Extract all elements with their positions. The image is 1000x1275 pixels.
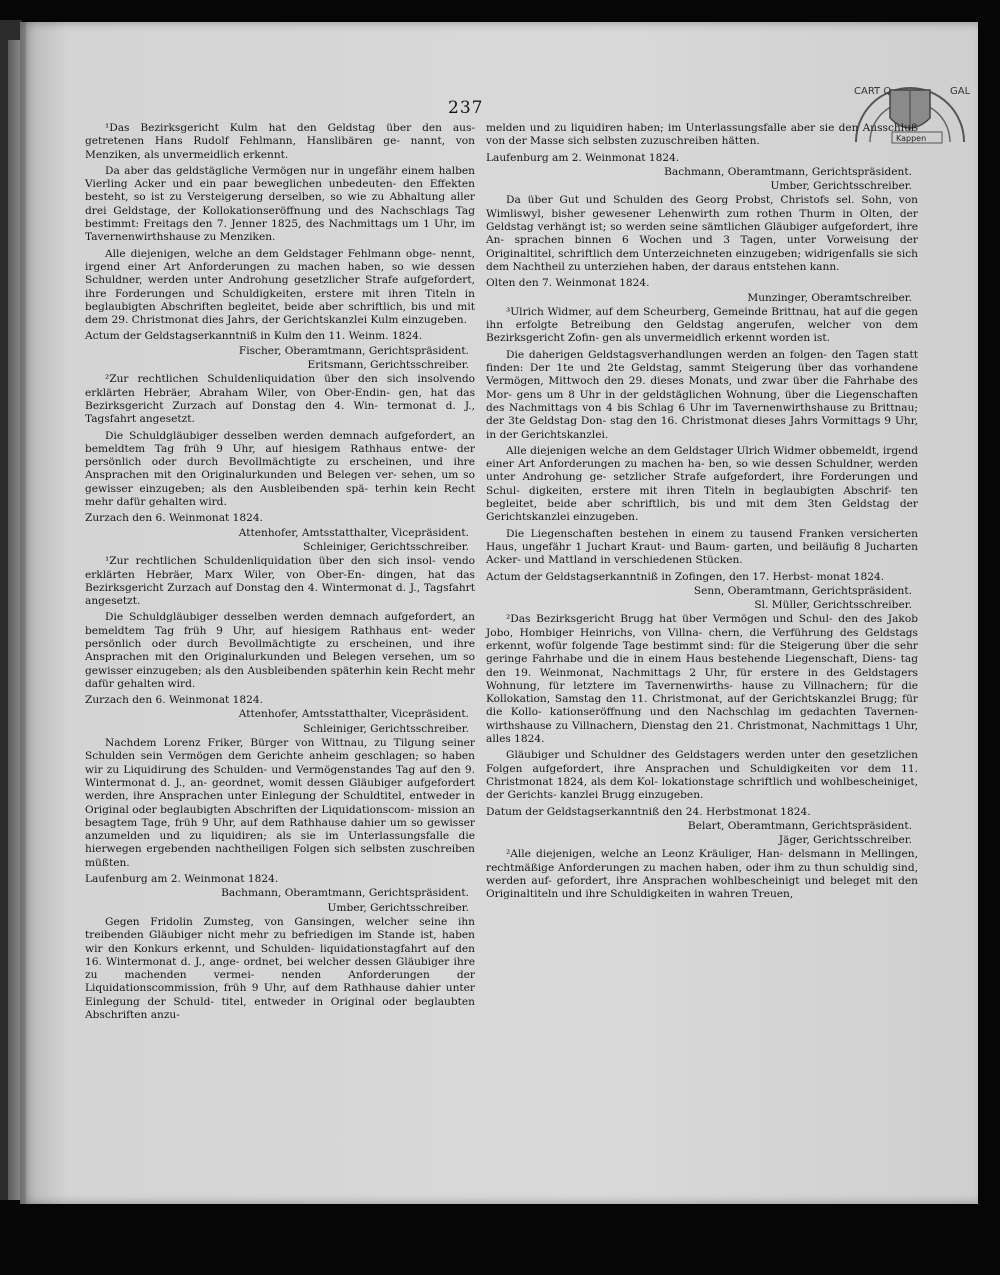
signature-line: Schleiniger, Gerichtsschreiber.: [303, 540, 469, 553]
document-page: [20, 22, 978, 1204]
date-line: Zurzach den 6. Weinmonat 1824.: [85, 694, 264, 707]
date-line: Laufenburg am 2. Weinmonat 1824.: [85, 873, 279, 886]
paragraph: ²Zur rechtlichen Schuldenliquidation über den sich insolvendo erklärten Hebräer, Abraham Wiler, von Ober-Endin- gen, hat das Bezirksgericht Zurzach auf Donstag den 4. Win- termonat d. J., Tagsfahrt angesetzt.: [85, 373, 475, 426]
paragraph: Die Liegenschaften bestehen in einem zu tausend Franken versicherten Haus, ungefähr 1 Juchart Kraut- und Baum- garten, und beiläufig 8 Jucharten Acker- und Mattland in verschiedenen Stücken.: [486, 527, 918, 567]
paragraph: ¹Das Bezirksgericht Kulm hat den Geldstag über den aus- getretenen Hans Rudolf Fehlmann, Hanslibären ge- nannt, von Menziken, als unvermeidlich erkennt.: [85, 122, 475, 161]
right-text-column: [486, 122, 918, 905]
date-line: Laufenburg am 2. Weinmonat 1824.: [486, 151, 680, 164]
paragraph: Die daherigen Geldstagsverhandlungen werden an folgen- den Tagen statt finden: Der 1te und 2te Geldstag, sammt Steigerung über das vorhandene Vermögen, Mittwoch den 29. dieses Monats, und zwar über die Fahrhabe des Mor- gens um 8 Uhr in der geldstäglichen Wohnung, über die Liegenschaften des Nachmittags von 4 bis Schlag 6 Uhr im Tavernenwirthshause zu Brittnau; der 3te Geldstag Don- stag den 16. Christmonat dieses Jahrs Vormittags 9 Uhr, in der Gerichtskanzlei.: [486, 348, 918, 441]
signature-line: Schleiniger, Gerichtsschreiber.: [303, 722, 469, 735]
paragraph: Die Schuldgläubiger desselben werden demnach aufgefordert, an bemeldtem Tag früh 9 Uhr, auf hiesigem Rathhaus ent- weder persönlich oder durch Bevollmächtigte zu erscheinen, und ihre Ansprachen mit den Originalurkunden und Belegen versehen, um so gewisser einzugeben; als den Ausbleibenden späterhin kein Recht mehr dafür gehalten wird.: [85, 611, 475, 690]
paragraph: Gegen Fridolin Zumsteg, von Gansingen, welcher seine ihn treibenden Gläubiger nicht mehr zu befriedigen im Stande ist, haben wir den Konkurs erkennt, und Schulden- liquidationstagfahrt auf den 16. Wintermonat d. J., ange- ordnet, bei welcher dessen Gläubiger ihre zu machenden vermei- nenden Anforderungen der Liquidationscommission, früh 9 Uhr, auf dem Rathhause dahier unter Einlegung der Schuld- titel, entweder in Original oder beglaubten Abschriften anzu-: [85, 915, 475, 1021]
date-line: Olten den 7. Weinmonat 1824.: [486, 277, 650, 290]
paragraph: Die Schuldgläubiger desselben werden demnach aufgefordert, an bemeldtem Tag früh 9 Uhr, auf hiesigem Rathhaus entwe- der persönlich oder durch Bevollmächtigte zu erscheinen, und ihre Ansprachen mit den Originalurkunden und Belegen ver- sehen, um so gewisser einzugeben; als den Ausbleibenden spä- terhin kein Recht mehr dafür gehalten wird.: [85, 429, 475, 509]
date-line: Zurzach den 6. Weinmonat 1824.: [85, 512, 264, 525]
signature-line: Attenhofer, Amtsstatthalter, Vicepräsident.: [238, 526, 469, 539]
signature-line: Sl. Müller, Gerichtsschreiber.: [754, 599, 912, 612]
date-line: Actum der Geldstagserkanntniß in Kulm den 11. Weinm. 1824.: [85, 330, 423, 343]
signature-line: Munzinger, Oberamtschreiber.: [747, 291, 912, 304]
paragraph: ³Ulrich Widmer, auf dem Scheurberg, Gemeinde Brittnau, hat auf die gegen ihn erfolgte Betreibung den Geldstag angerufen, welcher von dem Bezirksgericht Zofin- gen als unvermeidlich erkennt worden ist.: [486, 305, 918, 345]
date-line: Datum der Geldstagserkanntniß den 24. Herbstmonat 1824.: [486, 805, 811, 818]
signature-line: Attenhofer, Amtsstatthalter, Vicepräsident.: [238, 708, 469, 721]
paragraph: melden und zu liquidiren haben; im Unterlassungsfalle aber sie den Ausschluß von der Masse sich selbsten zuzuschreiben hätten.: [486, 122, 918, 148]
paragraph: Alle diejenigen welche an dem Geldstager Ulrich Widmer obbemeldt, irgend einer Art Anforderungen zu machen ha- ben, so wie dessen Schuldner, werden unter Androhung ge- setzlicher Strafe aufgefordert, ihre Forderungen und Schul- digkeiten, erstere mit ihren Titeln in beglaubigten Abschrif- ten begleitet, beide aber schriftlich, bis und mit dem 3ten Geldstag der Gerichtskanzlei einzugeben.: [486, 444, 918, 524]
signature-line: Belart, Oberamtmann, Gerichtspräsident.: [687, 819, 912, 832]
paragraph: ²Alle diejenigen, welche an Leonz Kräuliger, Han- delsmann in Mellingen, rechtmäßige Anforderungen zu machen haben, oder ihm zu thun schuldig sind, werden auf- gefordert, ihre Ansprachen wohlbescheinigt und beleget mit den Originaltiteln und ihre Schuldigkeiten in wahren Treuen,: [486, 848, 918, 901]
signature-line: Eritsmann, Gerichtsschreiber.: [307, 359, 469, 372]
page-gutter-shadow: [20, 22, 26, 1204]
stamp-top-text: CART Q: [854, 86, 892, 97]
page-number: 237: [448, 98, 484, 118]
signature-line: Umber, Gerichtsschreiber.: [327, 901, 469, 914]
signature-line: Senn, Oberamtmann, Gerichtspräsident.: [693, 584, 912, 597]
signature-line: Bachmann, Oberamtmann, Gerichtspräsident.: [221, 887, 469, 900]
paragraph: Da über Gut und Schulden des Georg Probst, Christofs sel. Sohn, von Wimliswyl, bisher gewesener Lehenwirth zum rothen Thurm in Olten, der Geldstag verhängt ist; so werden seine sämtlichen Gläubiger aufgefordert, ihre An- sprachen binnen 6 Wochen und 3 Tagen, unter Vorweisung der Originaltitel, schriftlich dem Unterzeichneten einzugeben; widrigenfalls sie sich dem Nachtheil zu unterziehen haben, der daraus entstehen kann.: [486, 194, 918, 273]
signature-line: Bachmann, Oberamtmann, Gerichtspräsident.: [664, 165, 912, 178]
paragraph: Alle diejenigen, welche an dem Geldstager Fehlmann obge- nennt, irgend einer Art Anforderungen zu machen haben, so wie dessen Schuldner, werden unter Androhung gesetzlicher Strafe aufgefordert, ihre Forderungen und Schuldigkeiten, erstere mit ihren Titeln in beglaubigten Abschriften begleitet, beide aber schriftlich, bis und mit dem 29. Christmonat dies Jahrs, der Gerichtskanzlei Kulm einzugeben.: [85, 247, 475, 327]
paragraph: Nachdem Lorenz Friker, Bürger von Wittnau, zu Tilgung seiner Schulden sein Vermögen dem Gerichte anheim geschlagen; so haben wir zu Liquidirung des Schulden- und Vermögenstandes Tag auf den 9. Wintermonat d. J., an- geordnet, womit dessen Gläubiger aufgefordert werden, ihre Ansprachen unter Einlegung der Schuldtitel, entweder in Original oder beglaubigten Abschriften der Liquidationscom- mission an besagtem Tage, früh 9 Uhr, auf dem Rathhause dahier um so gewisser anzumelden und zu liquidiren; als sie im Unterlassungsfalle die hierwegen ergebenden nachtheiligen Folgen sich selbsten zuschreiben müßten.: [85, 737, 475, 869]
signature-line: Fischer, Oberamtmann, Gerichtspräsident.: [238, 344, 469, 357]
date-line: Actum der Geldstagserkanntniß in Zofingen, den 17. Herbst- monat 1824.: [486, 570, 885, 583]
stamp-side-text: GAL: [950, 86, 971, 97]
paragraph: ²Das Bezirksgericht Brugg hat über Vermögen und Schul- den des Jakob Jobo, Hombiger Heinrichs, von Villna- chern, die Verführung des Geldstags erkennt, wofür folgende Tage bestimmt sind: für die Steigerung über die sehr geringe Fahrhabe und die in einem Haus bestehende Liegenschaft, Diens- tag den 19. Weinmonat, Nachmittags 2 Uhr, für erstere in des Geldstagers Wohnung, für letztere im Tavernenwirths- hause zu Villnachern; für die Kollokation, Samstag den 11. Christmonat, auf der Gerichtskanzlei Brugg; für die Kollo- kationseröffnung und den Nachschlag im gedachten Tavernen- wirthshause zu Villnachern, Dienstag den 21. Christmonat, Nachmittags 1 Uhr, alles 1824.: [486, 613, 918, 746]
left-text-column: [85, 122, 475, 1025]
paragraph: Gläubiger und Schuldner des Geldstagers werden unter den gesetzlichen Folgen aufgefordert, ihre Ansprachen und Schuldigkeiten vor dem 11. Christmonat 1824, als dem Kol- lokationstage schriftlich und wohlbescheiniget, der Gerichts- kanzlei Brugg einzugeben.: [486, 749, 918, 802]
paragraph: Da aber das geldstägliche Vermögen nur in ungefähr einem halben Vierling Acker und ein paar beweglichen unbedeuten- den Effekten besteht, so ist zu Versteigerung derselben, so wie zu Abhaltung aller drei Geldstage, der Kollokationseröffnung und des Nachschlags Tag bestimmt: Freitags den 7. Jenner 1825, des Nachmittags um 1 Uhr, im Tavernenwirthshause zu Menziken.: [85, 164, 475, 244]
stamp-label: Kappen: [896, 134, 927, 143]
signature-line: Jäger, Gerichtsschreiber.: [778, 834, 912, 847]
paragraph: ¹Zur rechtlichen Schuldenliquidation über den sich insol- vendo erklärten Hebräer, Marx Wiler, von Ober-En- dingen, hat das Bezirksgericht Zurzach auf Donstag den 4. Wintermonat d. J., Tagsfahrt angesetzt.: [85, 555, 475, 608]
signature-line: Umber, Gerichtsschreiber.: [770, 180, 912, 193]
